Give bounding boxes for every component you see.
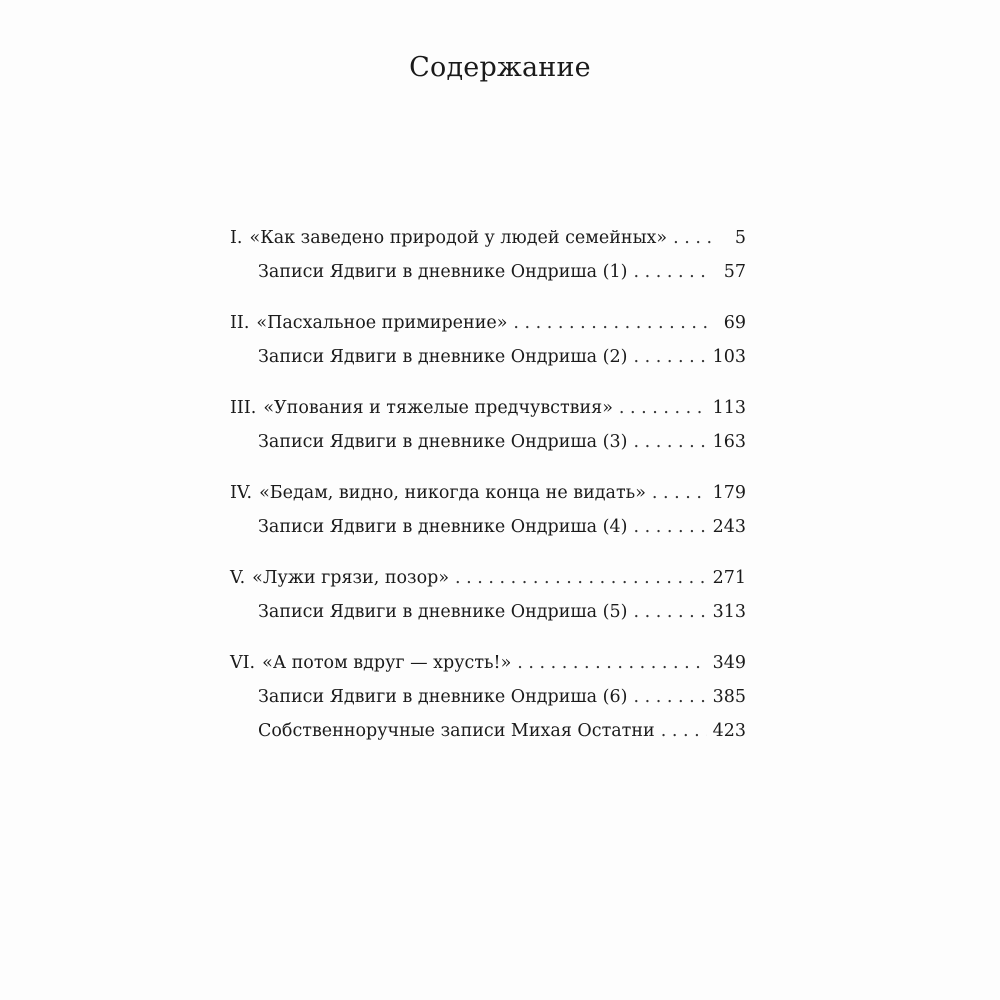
toc-entry-chapter [230,313,746,347]
entry-title: Записи Ядвиги в дневнике Ондриша (2) [258,347,628,367]
chapter-number: III. [230,398,257,418]
entry-title: Записи Ядвиги в дневнике Ондриша (6) [258,687,628,707]
dot-leader [455,568,707,588]
toc-entry-sub [230,602,746,636]
chapter-number: I. [230,228,243,248]
page-number: 349 [712,653,746,673]
page-number: 271 [712,568,746,588]
chapter-number: IV. [230,483,253,503]
dot-leader [619,398,707,418]
toc-entry-chapter [230,228,746,262]
page-number: 113 [712,398,746,418]
toc-entry-chapter [230,653,746,687]
entry-title: «Пасхальное примирение» [256,313,508,333]
toc-entry-sub [230,517,746,551]
dot-leader [633,432,706,452]
chapter-number: II. [230,313,250,333]
toc-entry-sub [230,432,746,466]
page-number: 243 [712,517,746,537]
toc-entry-chapter [230,398,746,432]
chapter-number: VI. [230,653,256,673]
entry-title: «Упования и тяжелые предчувствия» [263,398,613,418]
entry-title: «А потом вдруг — хрусть!» [262,653,512,673]
toc-entry-sub [230,347,746,381]
page-number: 423 [712,721,746,741]
entry-title: Записи Ядвиги в дневнике Ондриша (1) [258,262,628,282]
chapter-number: V. [230,568,246,588]
toc-entry-sub [230,721,746,755]
page-number: 179 [712,483,746,503]
page-number: 5 [734,228,746,248]
dot-leader [633,262,712,282]
dot-leader [513,313,712,333]
toc-entry-chapter [230,483,746,517]
dot-leader [633,517,706,537]
entry-title: «Лужи грязи, позор» [252,568,450,588]
page-number: 163 [712,432,746,452]
page-number: 313 [712,602,746,622]
dot-leader [633,687,706,707]
page-number: 385 [712,687,746,707]
page-number: 103 [712,347,746,367]
dot-leader [661,721,707,741]
entry-title: Собственноручные записи Михая Остатни [258,721,655,741]
dot-leader [652,483,707,503]
entry-title: Записи Ядвиги в дневнике Ондриша (5) [258,602,628,622]
entry-title: «Бедам, видно, никогда конца не видать» [259,483,646,503]
table-of-contents [230,228,746,755]
toc-entry-chapter [230,568,746,602]
toc-entry-sub [230,262,746,296]
dot-leader [673,228,712,248]
entry-title: «Как заведено природой у людей семейных» [249,228,668,248]
page-number: 57 [723,262,746,282]
page-number: 69 [723,313,746,333]
entry-title: Записи Ядвиги в дневнике Ондриша (4) [258,517,628,537]
toc-entry-sub [230,687,746,721]
page-title: Содержание [409,52,591,83]
entry-title: Записи Ядвиги в дневнике Ондриша (3) [258,432,628,452]
dot-leader [633,602,706,622]
dot-leader [633,347,706,367]
dot-leader [517,653,706,673]
